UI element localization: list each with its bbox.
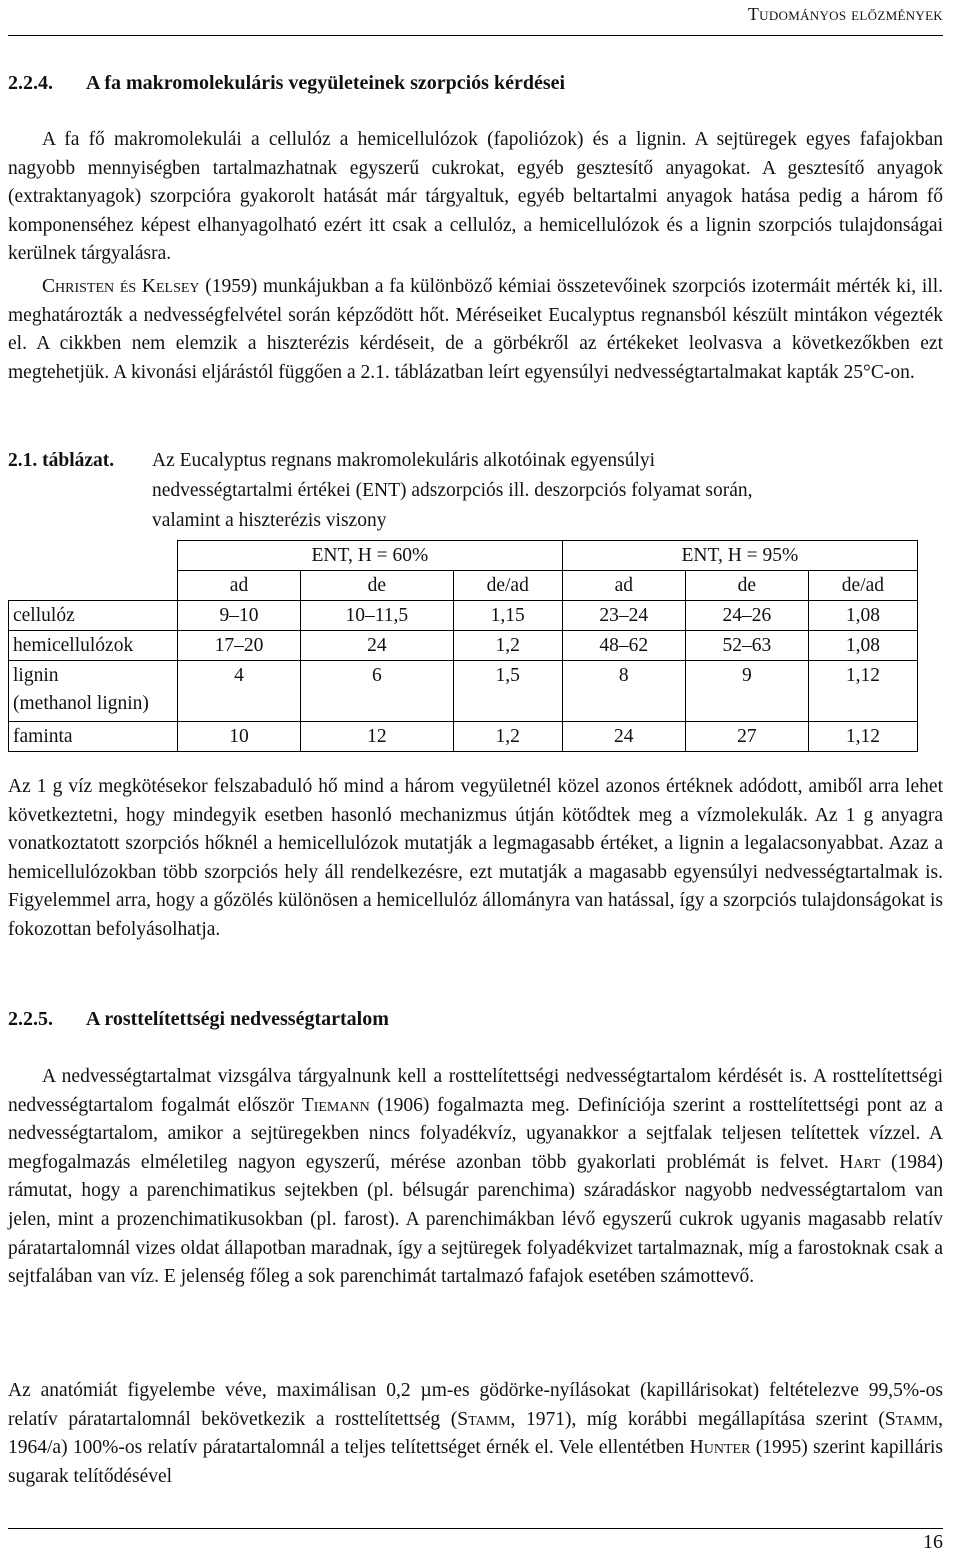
table-sub-header: ad	[178, 571, 301, 601]
table-cell: 1,12	[808, 722, 917, 752]
table-cell: 1,2	[453, 722, 562, 752]
equilibrium-moisture-table	[8, 540, 918, 752]
table-row	[9, 601, 918, 631]
table-cell: 9	[685, 661, 808, 722]
author-name: Hart	[839, 1151, 881, 1173]
paragraph-sorption-heat: Az 1 g víz megkötésekor felszabaduló hő mind a három vegyületnél közel azonos értéknek adódott, amiből arra lehet következtetni, hogy mindegyik esetben hasonló mechanizmus útján kötődtek meg a vízmolekulák. Az 1 g anyagra vonatkoztatott szorpciós hőknél a hemicellulózok mutatják a legmagasabb értéket, a lignin a legalacsonyabbat. Azaz a hemicellulózokban több szorpciós hely áll rendelkezésre, ezt mutatják a magasabb egyensúlyi nedvességtartalmak is. Figyelemmel arra, hogy a gőzölés különösen a hemicellulóz állományra van hatással, így a szorpciós tulajdonságokat is fokozottan befolyásolhatja.	[8, 776, 943, 940]
section-heading-224	[8, 72, 565, 95]
table-cell: 6	[301, 661, 454, 722]
paragraph-christen-kelsey	[8, 273, 943, 387]
author-name: Hunter	[689, 1437, 751, 1459]
table-cell: 1,5	[453, 661, 562, 722]
paragraph-anatomy	[8, 1377, 943, 1491]
table-caption-label: 2.1. táblázat.	[8, 450, 115, 471]
paragraph-text: (1995) szerint kapilláris sugarak telítődésével	[8, 1437, 943, 1487]
paragraph-macromolecules: A fa fő makromolekulái a cellulóz a hemicellulózok (fapoliózok) és a lignin. A sejtüregek egyes fafajokban nagyobb mennyiségben tartalmazhatnak egyszerű cukrokat, egyéb gesztesítő anyagokat. A gesztesítő anyagok (extraktanyagok) szorpcióra gyakorolt hatását már tárgyaltuk, egyéb beltartalmi anyagok hatása pedig a három fő komponenséhez képest elhanyagolható ezért itt csak a cellulóz, a hemicellulózok és a lignin szorpciós tulajdonságai kerülnek tárgyalásra.	[8, 129, 943, 265]
table-caption	[8, 446, 943, 536]
table-cell: 10–11,5	[301, 601, 454, 631]
author-name: Stamm	[457, 1408, 511, 1430]
paragraph-text: , 1971), míg korábbi megállapítása szerint (	[510, 1408, 885, 1430]
header-rule	[8, 35, 943, 36]
paragraph-text: Az anatómiát figyelembe véve, maximálisan 0,2 µm-es gödörke-nyílásokat (kapillárisokat) feltételezve 99,5%-os relatív páratartalomnál bekövetkezik a rosttelítettség (	[8, 1380, 943, 1430]
table-row-label-line: (methanol lignin)	[13, 693, 149, 714]
table-cell: 12	[301, 722, 454, 752]
table-corner-cell	[9, 571, 178, 601]
paragraph-text: (1984) rámutat, hogy a parenchimatikus sejtekben (pl. bélsugár parenchima) száradáskor nagyobb nedvességtartalom van jelen, mint a prozenchimatikusokban (pl. farost). A parenchimákban lévő egyszerű cukrok ugyanis magasabb relatív páratartalomnál vizes oldat állapotban maradnak, így a sejtüregek folyadékvizet tartalmaznak, míg a farostoknak csak a sejtfalában van víz. E jelenség főleg a sok parenchimát tartalmazó fafajok esetében számottevő.	[8, 1151, 943, 1288]
table-row-label: faminta	[9, 722, 178, 752]
footer-rule	[8, 1528, 943, 1529]
table-cell: 1,08	[808, 631, 917, 661]
table-sub-header: de/ad	[808, 571, 917, 601]
table-cell: 1,08	[808, 601, 917, 631]
table-cell: 24	[301, 631, 454, 661]
table-sub-header-row	[9, 571, 918, 601]
table-sub-header: de	[301, 571, 454, 601]
table-sub-header: de/ad	[453, 571, 562, 601]
paragraph-text: , 1964/a) 100%-os relatív páratartalomnál a teljes telítettséget érnék el. Vele ellentétben	[8, 1408, 943, 1459]
table-group-header: ENT, H = 95%	[562, 541, 917, 571]
page-number: 16	[923, 1531, 943, 1553]
table-row-label: cellulóz	[9, 601, 178, 631]
table-cell: 1,2	[453, 631, 562, 661]
table-group-header: ENT, H = 60%	[178, 541, 563, 571]
paragraph-text: (1959) munkájukban a fa különböző kémiai összetevőinek szorpciós izotermáit mérték ki, ill. meghatározták a nedvességfelvétel során képződött hőt. Méréseiket Eucalyptus regnansból készült mintákon végezték el. A cikkben nem elemzik a hiszterézis kérdéseit, de a görbékről az értékeket leolvasva a következőkben ezt megtehetjük. A kivonási eljárástól függően a 2.1. táblázatban leírt egyensúlyi nedvességtartalmakat kapták 25°C-on.	[8, 276, 943, 383]
table-caption-line: Az Eucalyptus regnans makromolekuláris alkotóinak egyensúlyi	[152, 450, 656, 471]
table-cell: 48–62	[562, 631, 685, 661]
table-cell: 1,12	[808, 661, 917, 722]
table-row	[9, 722, 918, 752]
table-sub-header: de	[685, 571, 808, 601]
table-sub-header: ad	[562, 571, 685, 601]
table-cell: 1,15	[453, 601, 562, 631]
table-caption-line: nedvességtartalmi értékei (ENT) adszorpciós ill. deszorpciós folyamat során,	[152, 480, 753, 501]
table-cell: 24	[562, 722, 685, 752]
author-name: Tiemann	[301, 1094, 370, 1116]
table-cell: 10	[178, 722, 301, 752]
table-cell: 24–26	[685, 601, 808, 631]
table-cell: 27	[685, 722, 808, 752]
table-row-label: hemicellulózok	[9, 631, 178, 661]
section-heading-225	[8, 1008, 389, 1031]
table-cell: 9–10	[178, 601, 301, 631]
table-row-label	[9, 661, 178, 722]
section-number: 2.2.5.	[8, 1008, 53, 1030]
section-title: A fa makromolekuláris vegyületeinek szorpciós kérdései	[86, 72, 566, 94]
running-header: Tudományos előzmények	[747, 4, 943, 24]
section-title: A rosttelítettségi nedvességtartalom	[86, 1008, 389, 1030]
table-group-header-row	[9, 541, 918, 571]
paragraph-text: A nedvességtartalmat vizsgálva tárgyalnunk kell a rosttelítettségi nedvességtartalom kérdését is. A rosttelítettségi nedvességtartalom fogalmát először	[8, 1066, 943, 1116]
table-row	[9, 631, 918, 661]
table-row-label-line: lignin	[13, 665, 59, 686]
table-cell: 4	[178, 661, 301, 722]
table-caption-line: valamint a hiszterézis viszony	[152, 510, 387, 531]
table-cell: 52–63	[685, 631, 808, 661]
table-corner-cell	[9, 541, 178, 571]
section-number: 2.2.4.	[8, 72, 53, 94]
table-cell: 17–20	[178, 631, 301, 661]
paragraph-text: (1906) fogalmazta meg. Definíciója szerint a rosttelítettségi pont az a nedvességtartalom, amikor a sejtüregekben nincs folyadékvíz, ugyanakkor a sejtfalak teljesen telítettek vízzel. A megfogalmazás elméletileg nagyon egyszerű, mérése azonban több gyakorlati problémát is felvet.	[8, 1094, 943, 1173]
table-cell: 8	[562, 661, 685, 722]
author-name: Stamm	[884, 1408, 939, 1430]
author-name: Christen és Kelsey	[42, 276, 200, 297]
paragraph-fiber-saturation	[8, 1063, 943, 1292]
table-row	[9, 661, 918, 722]
table-cell: 23–24	[562, 601, 685, 631]
